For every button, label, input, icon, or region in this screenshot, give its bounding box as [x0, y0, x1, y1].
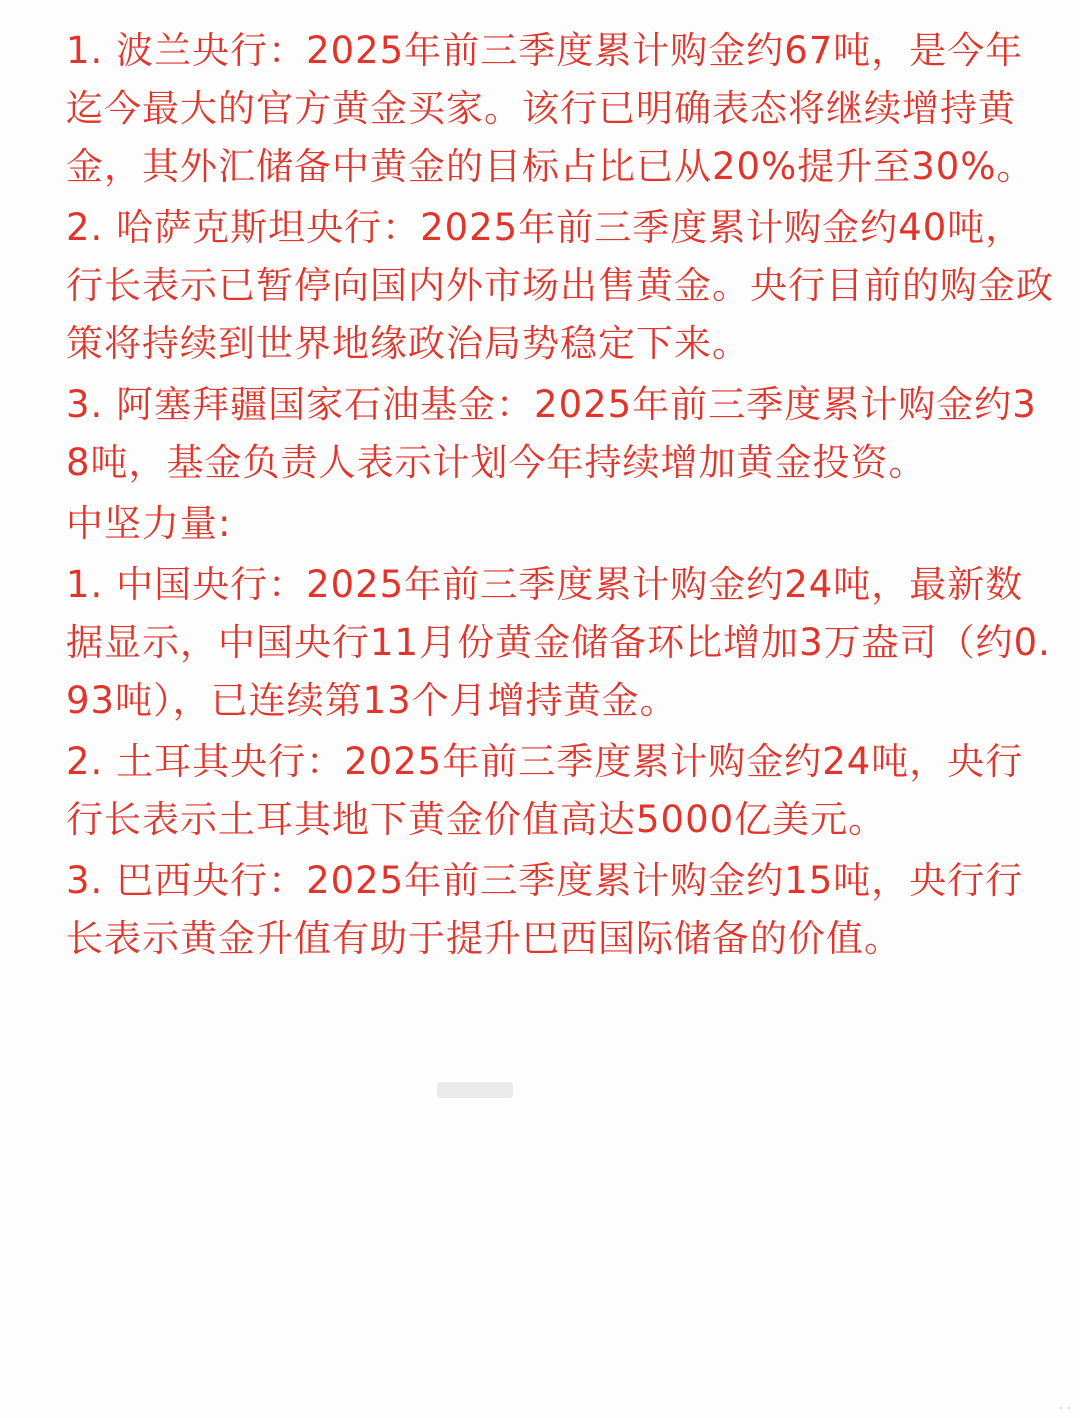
list-item-turkey: 2. 土耳其央行：2025年前三季度累计购金约24吨，央行行长表示土耳其地下黄金价值高达5000亿美元。 — [66, 740, 1024, 841]
corner-mark-icon — [1058, 1404, 1072, 1412]
watermark-icon — [435, 1078, 515, 1102]
list-item-azerbaijan: 3. 阿塞拜疆国家石油基金：2025年前三季度累计购金约38吨，基金负责人表示计划今年持续增加黄金投资。 — [66, 383, 1037, 484]
list-item-poland: 1. 波兰央行：2025年前三季度累计购金约67吨，是今年迄今最大的官方黄金买家。该行已明确表态将继续增持黄金，其外汇储备中黄金的目标占比已从20%提升至30%。 — [66, 29, 1035, 188]
list-item-kazakhstan: 2. 哈萨克斯坦央行：2025年前三季度累计购金约40吨，行长表示已暂停向国内外市场出售黄金。央行目前的购金政策将持续到世界地缘政治局势稳定下来。 — [66, 206, 1054, 365]
list-item-brazil: 3. 巴西央行：2025年前三季度累计购金约15吨，央行行长表示黄金升值有助于提升巴西国际储备的价值。 — [66, 859, 1024, 960]
list-item-china: 1. 中国央行：2025年前三季度累计购金约24吨，最新数据显示，中国央行11月份黄金储备环比增加3万盎司（约0.93吨），已连续第13个月增持黄金。 — [66, 563, 1051, 722]
section-heading-core-force: 中坚力量: — [66, 502, 232, 545]
article-body — [66, 22, 1056, 971]
